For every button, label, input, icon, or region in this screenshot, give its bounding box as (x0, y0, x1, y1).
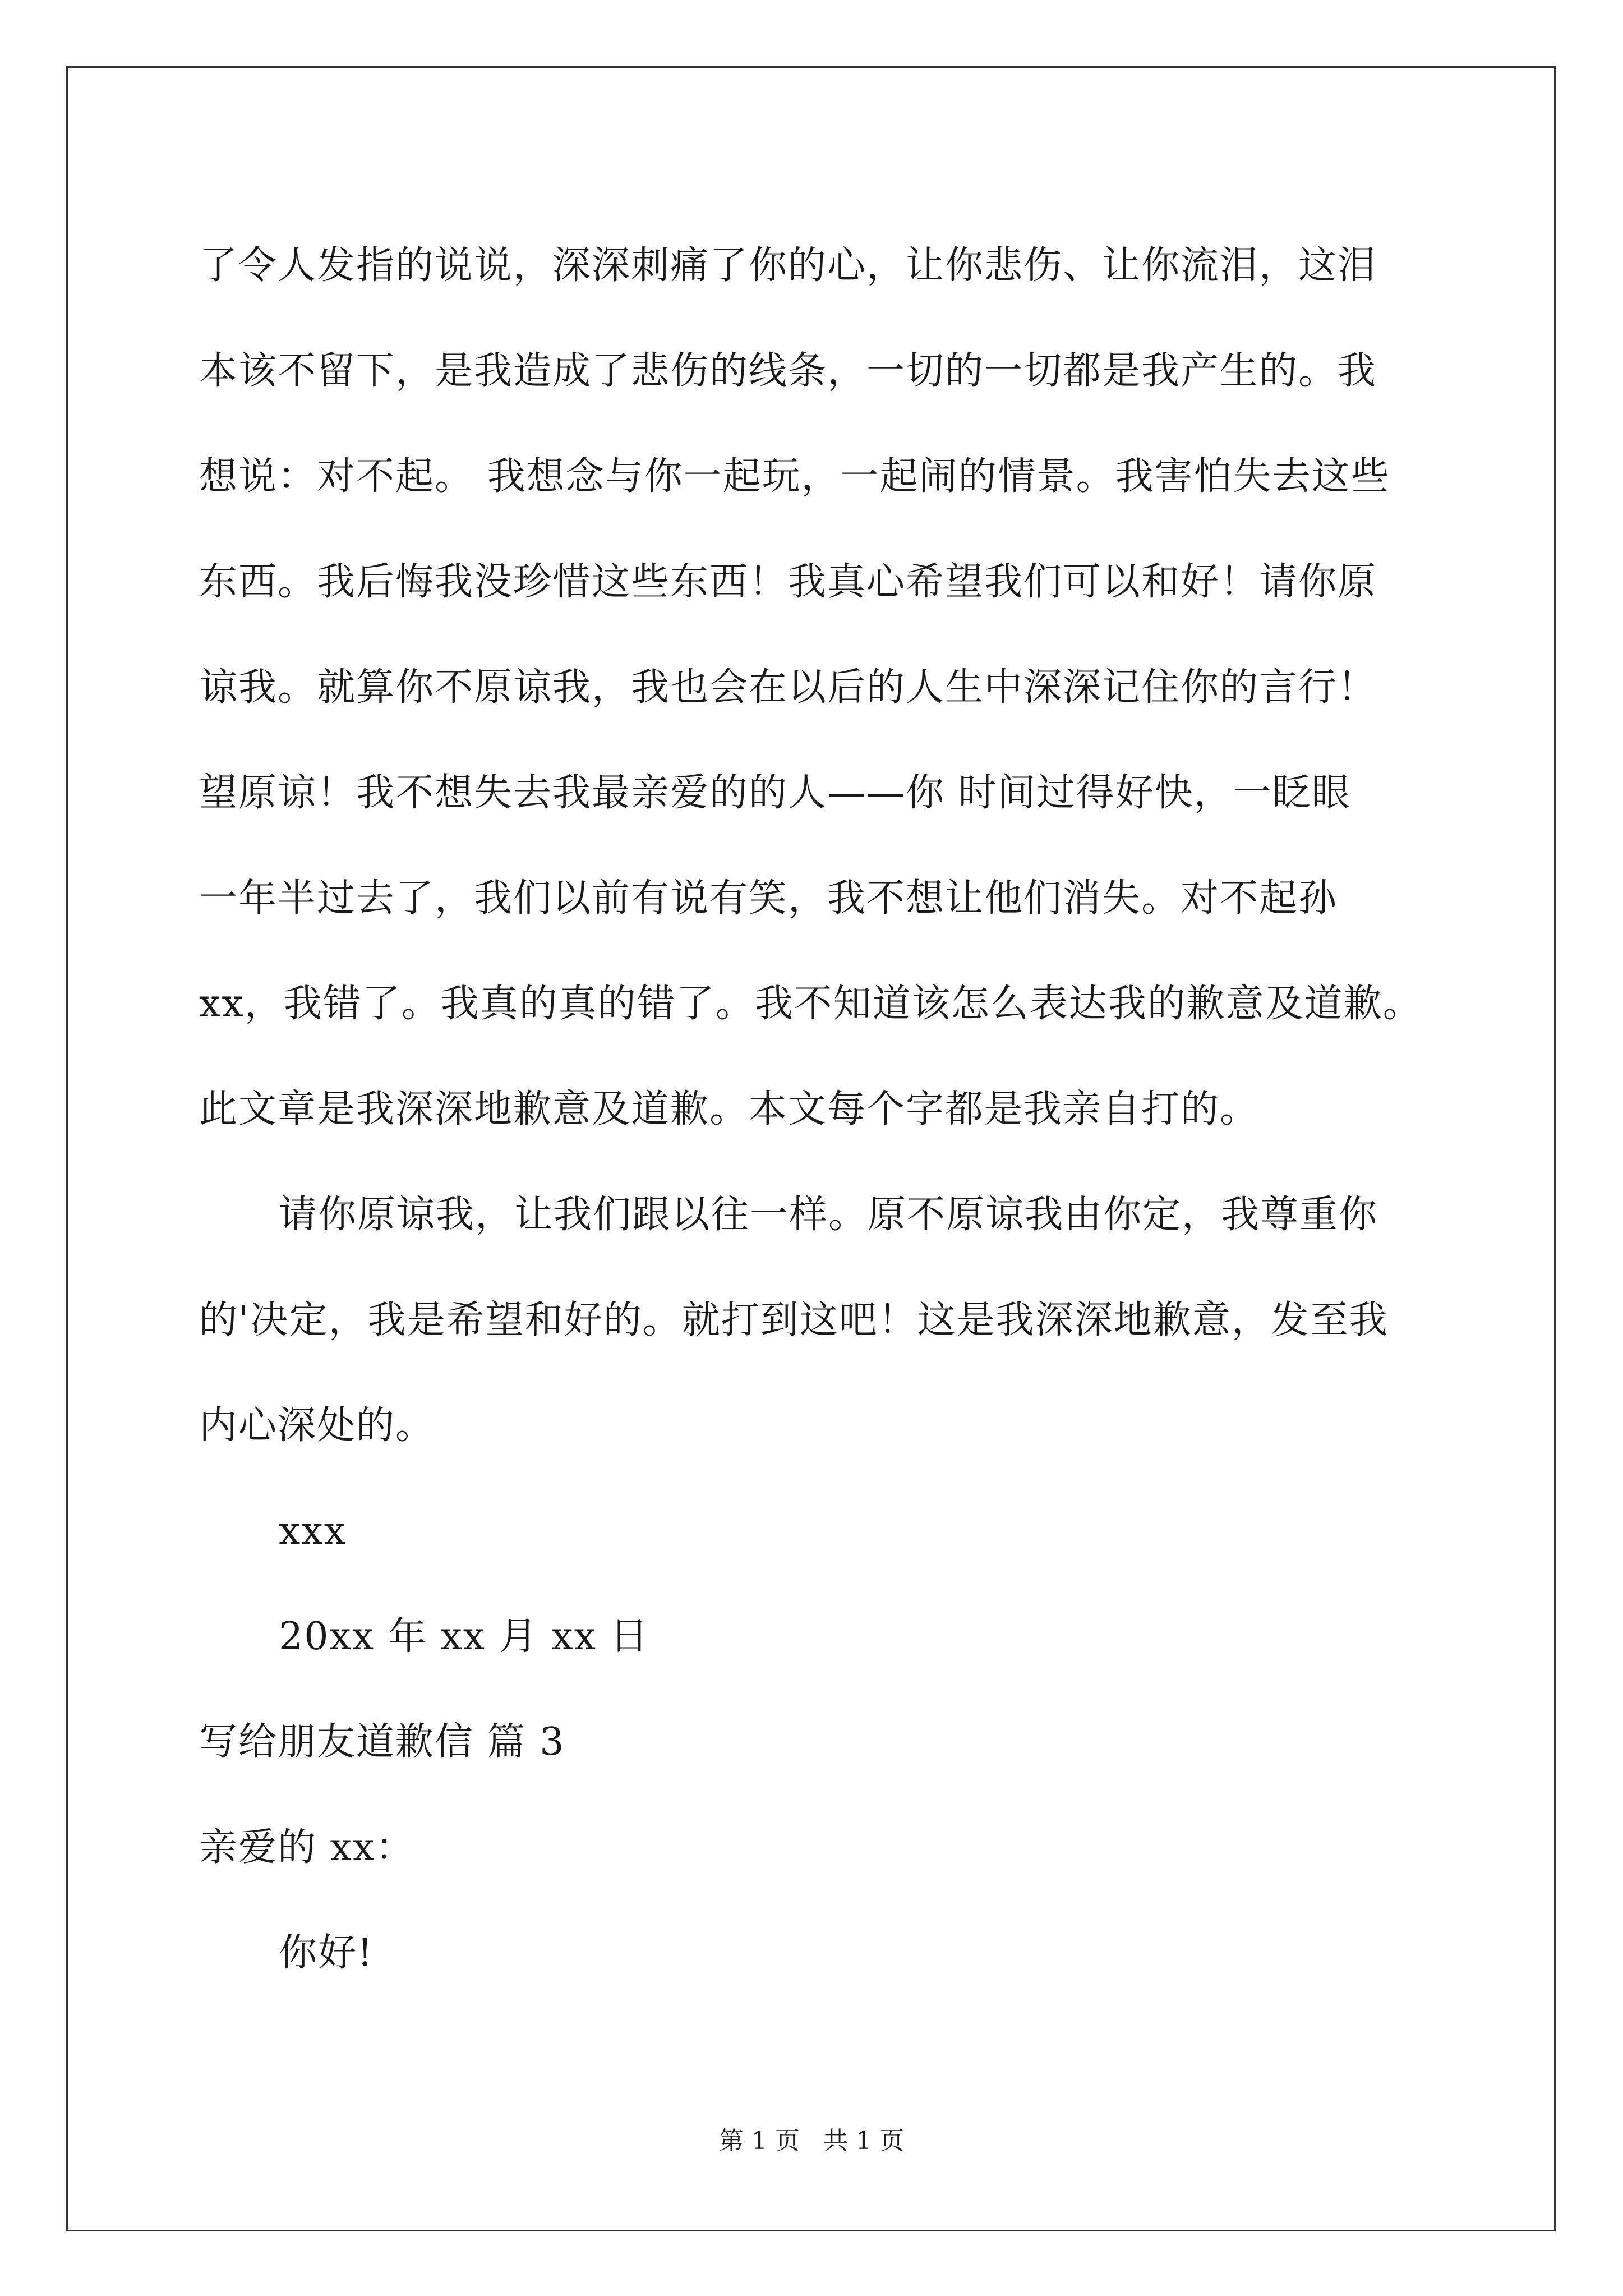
body-line-3: 想说：对不起。 我想念与你一起玩，一起闹的情景。我害怕失去这些 (199, 454, 1390, 499)
date-line: 20xx 年 xx 月 xx 日 (279, 1614, 649, 1659)
body-line-6: 望原谅！我不想失去我最亲爱的的人——你 时间过得好快，一眨眼 (199, 771, 1351, 815)
body-line-2: 本该不留下，是我造成了悲伤的线条，一切的一切都是我产生的。我 (199, 349, 1377, 393)
body-line-11: 的'决定，我是希望和好的。就打到这吧！这是我深深地歉意，发至我 (199, 1298, 1389, 1342)
body-line-9: 此文章是我深深地歉意及道歉。本文每个字都是我亲自打的。 (199, 1087, 1260, 1131)
signature: xxx (279, 1509, 347, 1553)
greeting: 你好! (279, 1931, 374, 1975)
section-heading: 写给朋友道歉信 篇 3 (199, 1720, 565, 1764)
body-line-8: xx，我错了。我真的真的错了。我不知道该怎么表达我的歉意及道歉。 (199, 982, 1422, 1026)
salutation: 亲爱的 xx： (199, 1825, 415, 1870)
body-line-10: 请你原谅我，让我们跟以往一样。原不原谅我由你定，我尊重你 (279, 1193, 1378, 1237)
body-line-7: 一年半过去了，我们以前有说有笑，我不想让他们消失。对不起孙 (199, 876, 1338, 921)
page-footer (0, 2120, 1623, 2156)
document-body (199, 213, 1427, 2006)
body-line-1: 了令人发指的说说，深深刺痛了你的心，让你悲伤、让你流泪，这泪 (199, 243, 1377, 288)
body-line-5: 谅我。就算你不原谅我，我也会在以后的人生中深深记住你的言行！ (199, 665, 1377, 710)
page-number-total: 共 1 页 (823, 2127, 904, 2155)
body-line-4: 东西。我后悔我没珍惜这些东西！我真心希望我们可以和好！请你原 (199, 560, 1377, 604)
body-line-12: 内心深处的。 (199, 1404, 435, 1448)
page-number-current: 第 1 页 (719, 2127, 800, 2155)
